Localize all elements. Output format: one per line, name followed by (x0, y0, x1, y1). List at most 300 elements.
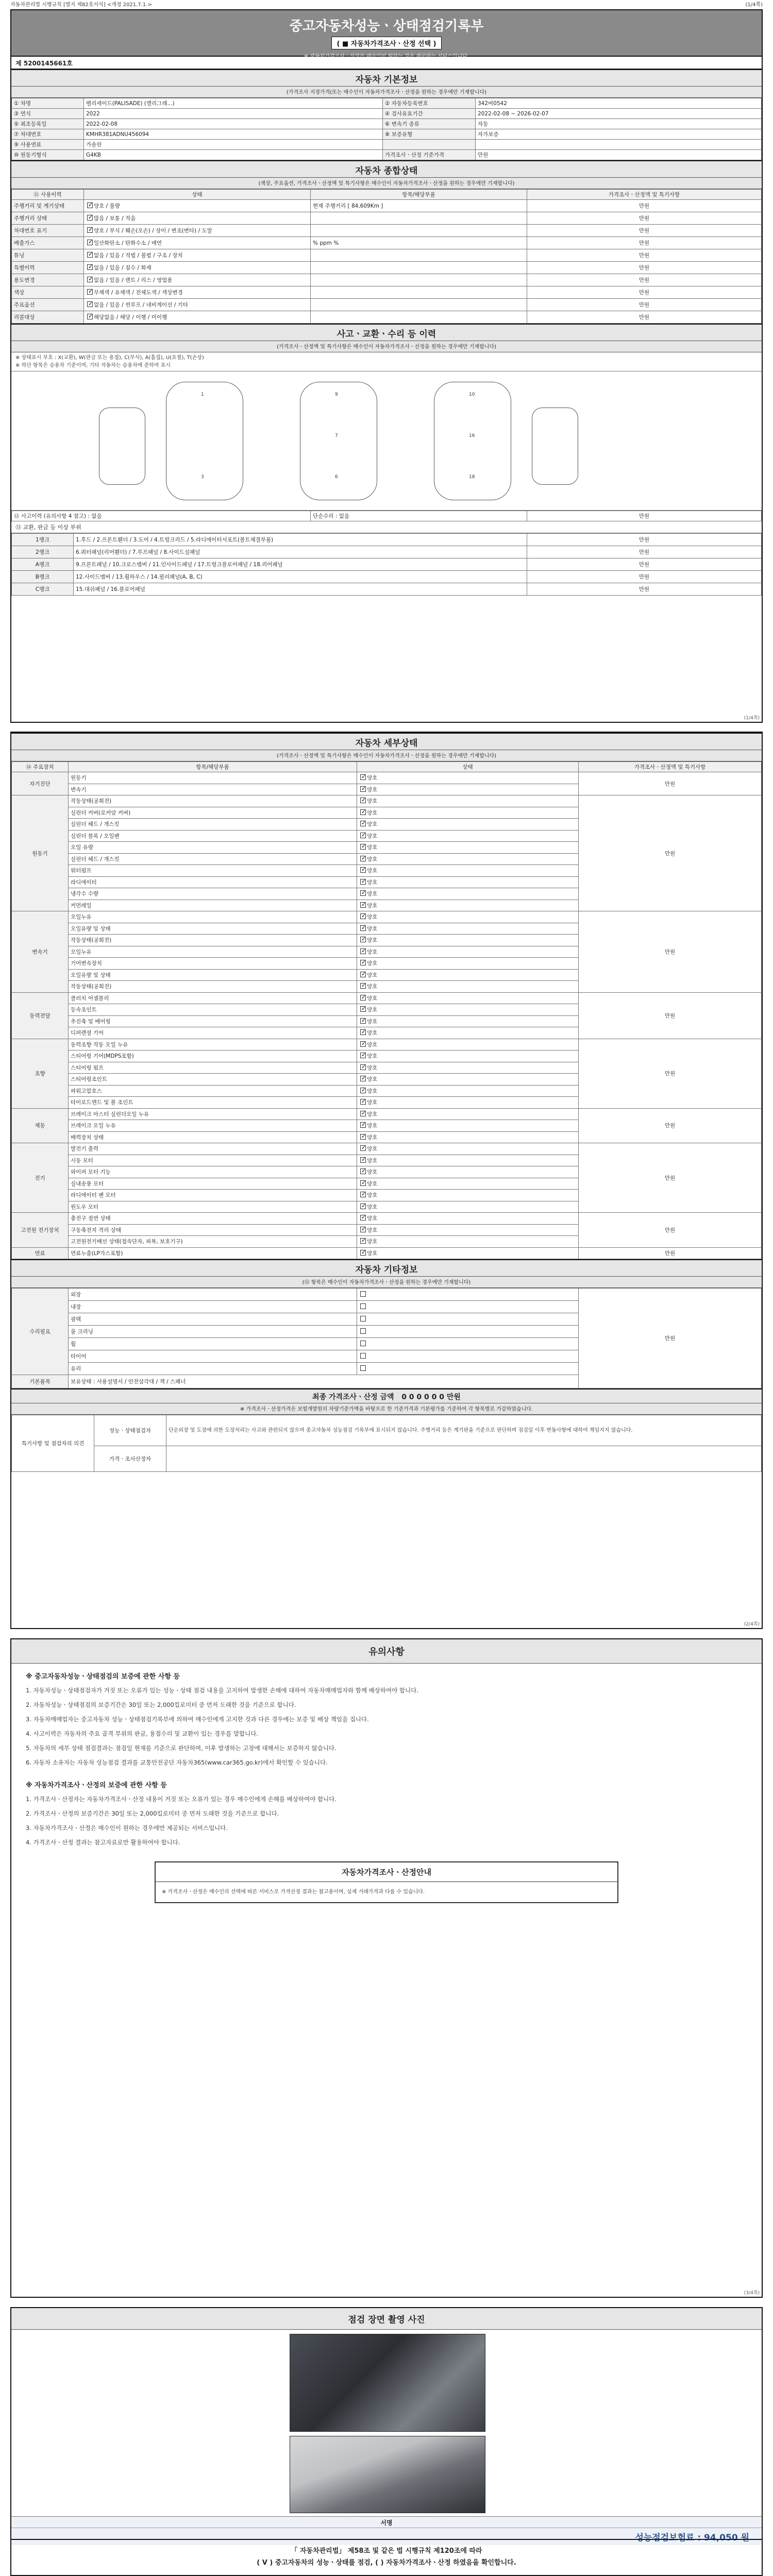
basic-info-key: ⑩ 원동기형식 (12, 150, 84, 160)
detail-status-table (11, 761, 762, 1259)
detail-item: 작동상태(공회전) (69, 981, 357, 993)
detail-row (12, 1108, 762, 1120)
checkbox-icon[interactable] (360, 774, 366, 780)
checkbox-icon[interactable] (360, 1006, 366, 1012)
basic-info-key: ⑦ 차대번호 (12, 129, 84, 140)
signature-label: 서명 (11, 2517, 762, 2528)
detail-item: 커먼레일 (69, 900, 357, 911)
remarks-table (11, 1415, 762, 1472)
detail-state (357, 1097, 579, 1109)
overall-state (84, 311, 311, 324)
detail-state (357, 795, 579, 807)
overall-state (84, 237, 311, 249)
detail-state-text: 양호 (367, 879, 378, 886)
overall-state (84, 274, 311, 286)
detail-price: 만원 (579, 1039, 762, 1108)
detail-item: 고전원전기배선 상태(접속단자, 피복, 보호기구) (69, 1236, 357, 1248)
detail-item: 라디에이터 (69, 876, 357, 888)
detail-state-text: 양호 (367, 1076, 378, 1083)
basic-info-row (12, 119, 762, 129)
basic-info-key: ⑥ 변속기 종류 (383, 119, 476, 129)
document-subtitle: ( ■ 자동차가격조사ㆍ산정 선택 ) (331, 37, 442, 49)
final-price-amount: 0 0 0 0 0 0 만원 (401, 1393, 461, 1401)
insurance-fee-label: 성능점검보험료 : (635, 2533, 701, 2543)
checkbox-icon[interactable] (360, 972, 366, 977)
form-reference-line (10, 0, 763, 9)
damage-rank-items: 15.대쉬패널 / 16.플로어패널 (74, 583, 527, 596)
accident-summary-table (11, 511, 762, 521)
detail-row (12, 911, 762, 923)
detail-state-text: 양호 (367, 925, 378, 932)
confirmation-line-2: ( V ) 중고자동차의 성능ㆍ상태를 점검, ( ) 자동차가격조사ㆍ산정 하였음을 확인합니다. (257, 2559, 516, 2567)
detail-item: 시동 모터 (69, 1155, 357, 1166)
inspection-photo-front (290, 2334, 485, 2432)
detail-state (357, 1062, 579, 1074)
accident-history-title: 사고ㆍ교환ㆍ수리 등 이력 (11, 324, 762, 341)
checkbox-icon[interactable] (360, 1328, 366, 1334)
checkbox-icon[interactable] (87, 314, 93, 319)
overall-state-text: 양호 / 부식 / 훼손(오손) / 상이 / 변조(변타) / 도말 (94, 228, 212, 234)
checkbox-icon[interactable] (360, 798, 366, 803)
other-state (357, 1338, 579, 1350)
detail-row (12, 795, 762, 807)
checkbox-icon[interactable] (360, 1353, 366, 1359)
detail-state (357, 830, 579, 842)
detail-state-text: 양호 (367, 809, 378, 816)
overall-price: 만원 (527, 249, 762, 262)
detail-state (357, 1166, 579, 1178)
detail-state (357, 819, 579, 831)
detail-item: 스티어링 기어(MDPS포함) (69, 1050, 357, 1062)
detail-state-text: 양호 (367, 856, 378, 862)
basic-info-row (12, 98, 762, 109)
overall-state-text: 양호 / 불량 (94, 203, 120, 209)
detail-item: 작동상태(공회전) (69, 935, 357, 946)
damage-rank-row (12, 558, 762, 571)
overall-price: 만원 (527, 311, 762, 324)
vehicle-damage-diagram: 1 9 7 10 16 3 6 18 (11, 371, 762, 511)
checkbox-icon[interactable] (360, 1365, 366, 1371)
basic-info-table (11, 98, 762, 160)
detail-item: 변속기 (69, 784, 357, 795)
checkbox-icon[interactable] (360, 1192, 366, 1197)
overall-row (12, 262, 762, 274)
checkbox-icon[interactable] (360, 809, 366, 815)
simple-repair: 단순수리 : 없음 (311, 511, 527, 521)
detail-row (12, 992, 762, 1004)
detail-state-text: 양호 (367, 1030, 378, 1037)
damaged-parts-title: ⑬ 교환, 판금 등 이상 부위 (11, 521, 762, 533)
detail-state-text: 양호 (367, 1239, 378, 1245)
other-item: 외장 (69, 1289, 357, 1301)
other-item: 광택 (69, 1313, 357, 1326)
checkbox-icon[interactable] (360, 867, 366, 873)
overall-row (12, 274, 762, 286)
other-price: 만원 (579, 1289, 762, 1388)
checkbox-icon[interactable] (360, 890, 366, 896)
checkbox-icon[interactable] (87, 277, 93, 282)
detail-row (12, 1247, 762, 1259)
checkbox-icon[interactable] (360, 948, 366, 954)
detail-price: 만원 (579, 772, 762, 795)
detail-item: 기어변속장치 (69, 958, 357, 970)
detail-state-text: 양호 (367, 1018, 378, 1025)
inspector-remark-label: 성능ㆍ상태점검자 (94, 1415, 166, 1446)
detail-state (357, 807, 579, 819)
detail-state (357, 865, 579, 877)
basic-info-key: ⑨ 사용연료 (12, 140, 84, 150)
detail-item: 실린더 커버(로커암 커버) (69, 807, 357, 819)
basic-info-value (476, 140, 762, 150)
overall-state-text: 무채색 / 유채색 / 전체도색 / 색상변경 (94, 290, 183, 296)
detail-state-text: 양호 (367, 798, 378, 805)
overall-state-text: 일산화탄소 / 탄화수소 / 매연 (94, 240, 162, 246)
notice-item: 2. 자동차성능ㆍ상태점검의 보증기간은 30일 또는 2,000킬로미터 중 먼저 도래한 것을 기준으로 합니다. (26, 1701, 296, 1708)
overall-row (12, 200, 762, 212)
detail-state (357, 853, 579, 865)
detail-state-text: 양호 (367, 1204, 378, 1210)
overall-state-text: 없음 / 있음 / 침수 / 화재 (94, 265, 152, 271)
detail-status-title: 자동차 세부상태 (11, 733, 762, 750)
checkbox-icon[interactable] (360, 1145, 366, 1151)
detail-item: 동력조향 작동 오일 누유 (69, 1039, 357, 1050)
damage-rank-label: 1랭크 (12, 534, 74, 546)
notice-item: 5. 자동차의 세부 상태 점검결과는 점검일 현재를 기준으로 판단하며, 이후 발생하는 고장에 대해서는 보증하지 않습니다. (26, 1744, 337, 1752)
damage-rank-price: 만원 (527, 546, 762, 558)
checkbox-icon[interactable] (87, 215, 93, 221)
detail-item: 윈도우 모터 (69, 1201, 357, 1213)
basic-info-value: 2022 (84, 109, 383, 119)
checkbox-icon[interactable] (360, 937, 366, 942)
checkbox-icon[interactable] (360, 1111, 366, 1116)
detail-state (357, 911, 579, 923)
overall-col-header: 가격조사ㆍ산정액 및 특기사항 (527, 190, 762, 200)
detail-state-text: 양호 (367, 1064, 378, 1071)
detail-row (12, 772, 762, 784)
overall-status-note: (색상, 주요옵션, 가격조사ㆍ산정액 및 특기사항은 매수인이 자동차가격조사ㆍ산정을 원하는 경우에만 기재합니다) (11, 178, 762, 189)
checkbox-icon[interactable] (87, 301, 93, 307)
detail-group-name: 변속기 (12, 911, 69, 993)
detail-col-header: ⑭ 주요장치 (12, 762, 69, 772)
checkbox-icon[interactable] (360, 786, 366, 792)
checkbox-icon[interactable] (360, 1053, 366, 1058)
detail-state (357, 1143, 579, 1155)
detail-state-text: 양호 (367, 1123, 378, 1129)
basic-info-value: 2022-02-08 (84, 119, 383, 129)
checkbox-icon[interactable] (360, 1029, 366, 1035)
detail-state-text: 양호 (367, 775, 378, 782)
checkbox-icon[interactable] (360, 1180, 366, 1186)
detail-state (357, 1247, 579, 1259)
overall-state (84, 200, 311, 212)
damage-rank-row (12, 546, 762, 558)
checkbox-icon[interactable] (360, 1303, 366, 1309)
detail-item: 원동기 (69, 772, 357, 784)
overall-row (12, 286, 762, 299)
detail-group-name: 자기진단 (12, 772, 69, 795)
accident-history: ⑫ 사고이력 (유의사항 4 참고) : 없음 (12, 511, 311, 521)
detail-col-header: 항목/해당부품 (69, 762, 357, 772)
overall-row (12, 311, 762, 324)
checkbox-icon[interactable] (360, 821, 366, 826)
checkbox-icon[interactable] (360, 1291, 366, 1297)
detail-item: 브레이크 오일 누유 (69, 1120, 357, 1132)
page-indicator: (1/4쪽) (745, 2, 763, 8)
detail-col-header: 상태 (357, 762, 579, 772)
detail-state (357, 981, 579, 993)
detail-group-name: 동력전달 (12, 992, 69, 1039)
basic-info-key: ③ 연식 (12, 109, 84, 119)
detail-state (357, 900, 579, 911)
detail-item: 구동축전지 격리 상태 (69, 1224, 357, 1236)
detail-group-name: 제동 (12, 1108, 69, 1143)
notice-item: 1. 자동차성능ㆍ상태점검자가 거짓 또는 오류가 있는 성능ㆍ상태 점검 내용을 고지하여 발생한 손해에 대하여 자동차매매업자와 함께 배상하여야 합니다. (26, 1687, 418, 1694)
detail-group-name: 연료 (12, 1247, 69, 1259)
detail-item: 냉각수 수량 (69, 888, 357, 900)
document-header (11, 10, 762, 57)
basic-info-key: ⑧ 보증유형 (383, 129, 476, 140)
other-state (357, 1313, 579, 1326)
overall-row (12, 237, 762, 249)
inspector-remark: 단순외장 및 도장에 의한 도장처리는 사고와 관련되지 않으며 중고자동차 성능점검 기록부에 표시되지 않습니다. 주행거리 등은 계기판을 기준으로 판단하며 점검일 이후 변동사항에 대하여 책임지지 않습니다. (166, 1415, 762, 1446)
car-top-outline (300, 382, 377, 500)
other-state (357, 1326, 579, 1338)
accident-legend: ※ 상태표시 부호 : X(교환), W(판금 또는 용접), C(부식), A(흠집), U(요철), T(손상) (15, 355, 204, 361)
detail-item: 오일누유 (69, 911, 357, 923)
detail-state (357, 1039, 579, 1050)
detail-state (357, 992, 579, 1004)
damage-rank-price: 만원 (527, 558, 762, 571)
detail-item: 배력장치 상태 (69, 1131, 357, 1143)
damage-rank-row (12, 583, 762, 596)
detail-item: 파워고압호스 (69, 1085, 357, 1097)
page-two (10, 732, 763, 1629)
overall-state-text: 많음 / 보통 / 적음 (94, 215, 136, 222)
page-number-1: (1/4쪽) (744, 716, 760, 721)
checkbox-icon[interactable] (360, 983, 366, 989)
detail-state-text: 양호 (367, 1134, 378, 1141)
checkbox-icon[interactable] (360, 1204, 366, 1209)
detail-state-text: 양호 (367, 833, 378, 839)
overall-row (12, 212, 762, 225)
detail-state (357, 969, 579, 981)
detail-row (12, 1213, 762, 1225)
checkbox-icon[interactable] (360, 925, 366, 931)
detail-state (357, 1131, 579, 1143)
detail-state-text: 양호 (367, 868, 378, 874)
detail-state (357, 1213, 579, 1225)
checkbox-icon[interactable] (360, 995, 366, 1001)
detail-price: 만원 (579, 1143, 762, 1213)
detail-state (357, 935, 579, 946)
detail-item: 실내송풍 모터 (69, 1178, 357, 1190)
checkbox-icon[interactable] (360, 1122, 366, 1128)
checkbox-icon[interactable] (360, 1157, 366, 1163)
detail-group-name: 고전원 전기장치 (12, 1213, 69, 1248)
checkbox-icon[interactable] (360, 960, 366, 965)
basic-info-value: KMHR381ADNU456094 (84, 129, 383, 140)
checkbox-icon[interactable] (360, 879, 366, 885)
detail-state-text: 양호 (367, 937, 378, 944)
final-price-note: ※ 가격조사ㆍ산정가격은 보험개발원의 차량기준가액을 바탕으로 한 기준가격과 기본평가를 기준하여 각 항목별로 가감하였습니다. (11, 1403, 762, 1415)
basic-info-value: G4KB (84, 150, 383, 160)
checkbox-icon[interactable] (360, 1238, 366, 1244)
overall-item: 색상 (12, 286, 84, 299)
detail-state (357, 1155, 579, 1166)
document-number: 제 5200145661호 (11, 57, 762, 69)
basic-info-key (383, 140, 476, 150)
detail-item: 등속조인트 (69, 1004, 357, 1016)
damage-rank-label: 2랭크 (12, 546, 74, 558)
overall-price: 만원 (527, 286, 762, 299)
checkbox-icon[interactable] (360, 1099, 366, 1105)
notice-list-2 (26, 1794, 747, 1847)
checkbox-icon[interactable] (87, 202, 93, 208)
detail-status-note: (가격조사ㆍ산정액 및 특기사항은 매수인이 자동차가격조사ㆍ산정을 원하는 경우에만 기재합니다) (11, 750, 762, 761)
detail-price: 만원 (579, 795, 762, 911)
final-price-title (11, 1388, 762, 1403)
detail-item: 디퍼렌셜 기어 (69, 1027, 357, 1039)
checkbox-icon[interactable] (360, 1064, 366, 1070)
detail-state (357, 1236, 579, 1248)
overall-detail: % ppm % (311, 237, 527, 249)
overall-state (84, 299, 311, 311)
appraisal-guide-box (155, 1861, 618, 1903)
detail-item: 실린더 헤드 / 개스킷 (69, 853, 357, 865)
detail-state (357, 1224, 579, 1236)
overall-state (84, 249, 311, 262)
basic-info-value: 2022-02-08 ~ 2026-02-07 (476, 109, 762, 119)
checkbox-icon[interactable] (360, 1250, 366, 1256)
confirmation-footer (11, 2539, 762, 2575)
checkbox-icon[interactable] (360, 1076, 366, 1081)
detail-item: 스티어링 펌프 (69, 1062, 357, 1074)
notice-list-1 (26, 1686, 747, 1767)
detail-item: 오일유량 및 상태 (69, 923, 357, 935)
overall-detail (311, 262, 527, 274)
detail-state-text: 양호 (367, 995, 378, 1002)
checkbox-icon[interactable] (87, 252, 93, 258)
detail-row (12, 1039, 762, 1050)
overall-item: 주행거리 및 계기상태 (12, 200, 84, 212)
page-three (10, 1638, 763, 2298)
checkbox-icon[interactable] (87, 227, 93, 233)
notice-item: 1. 가격조사ㆍ산정자는 자동차가격조사ㆍ산정 내용이 거짓 또는 오류가 있는 경우 매수인에게 손해를 배상하여야 합니다. (26, 1795, 337, 1803)
detail-item: 추진축 및 베어링 (69, 1015, 357, 1027)
basic-items-value: 보유상태 : 사용설명서 / 안전삼각대 / 잭 / 스패너 (69, 1375, 579, 1388)
overall-state (84, 262, 311, 274)
accident-legend-2: ※ 하단 항목은 승용차 기준이며, 기타 자동차는 승용차에 준하여 표시 (15, 363, 171, 368)
checkbox-icon[interactable] (360, 844, 366, 850)
checkbox-icon[interactable] (360, 1341, 366, 1346)
checkbox-icon[interactable] (360, 902, 366, 908)
notice-item: 6. 자동차 소유자는 자동차 성능점검 결과를 교통안전공단 자동차365(www.car365.go.kr)에서 확인할 수 있습니다. (26, 1759, 328, 1766)
basic-info-row (12, 140, 762, 150)
car-rear-outline (434, 382, 511, 500)
detail-state (357, 888, 579, 900)
overall-item: 주요옵션 (12, 299, 84, 311)
overall-item: 주행거리 상태 (12, 212, 84, 225)
overall-col-header: 상태 (84, 190, 311, 200)
detail-state-text: 양호 (367, 1146, 378, 1153)
checkbox-icon[interactable] (360, 833, 366, 838)
detail-item: 워터펌프 (69, 865, 357, 877)
detail-state (357, 1027, 579, 1039)
overall-row (12, 225, 762, 237)
appraisal-guide-title: 자동차가격조사ㆍ산정안내 (156, 1862, 617, 1882)
photo-section-title: 점검 장면 촬영 사진 (11, 2308, 762, 2330)
basic-info-title: 자동차 기본정보 (11, 69, 762, 87)
detail-price: 만원 (579, 1247, 762, 1259)
detail-item: 클러치 어셈블리 (69, 992, 357, 1004)
other-info-note: (⑮ 항목은 매수인이 자동차가격조사ㆍ산정을 원하는 경우에만 기재합니다) (11, 1277, 762, 1288)
detail-item: 충전구 절연 상태 (69, 1213, 357, 1225)
detail-state (357, 923, 579, 935)
basic-info-note: (가격조사 지정가격(또는 매수인이 자동차가격조사ㆍ산정을 원하는 경우에만 기재합니다) (11, 87, 762, 98)
form-reference: 자동차관리법 시행규칙 [별지 제82호서식] <개정 2021.7.1.> (10, 2, 152, 8)
detail-state (357, 1074, 579, 1086)
document-title: 중고자동차성능ㆍ상태점검기록부 (289, 19, 484, 34)
insurance-fee-value: 94,050 원 (704, 2533, 749, 2543)
page-one (10, 9, 763, 723)
detail-state (357, 958, 579, 970)
other-item: 휠 (69, 1338, 357, 1350)
checkbox-icon[interactable] (87, 289, 93, 295)
detail-state (357, 1108, 579, 1120)
checkbox-icon[interactable] (360, 1041, 366, 1047)
car-front-outline (166, 382, 243, 500)
overall-detail (311, 311, 527, 324)
notice-item: 2. 가격조사ㆍ산정의 보증기간은 30일 또는 2,000킬로미터 중 먼저 도래한 것을 기준으로 합니다. (26, 1810, 279, 1817)
detail-item: 실린더 헤드 / 개스킷 (69, 819, 357, 831)
checkbox-icon[interactable] (360, 1168, 366, 1174)
detail-state (357, 1085, 579, 1097)
checkbox-icon[interactable] (360, 1018, 366, 1024)
basic-info-key: ⑤ 최초등록일 (12, 119, 84, 129)
checkbox-icon[interactable] (360, 1088, 366, 1093)
page-four (10, 2307, 763, 2576)
damage-rank-price: 만원 (527, 534, 762, 546)
detail-state-text: 양호 (367, 914, 378, 921)
overall-state-text: 해당없음 / 해당 / 이행 / 미이행 (94, 314, 167, 320)
damage-rank-row (12, 571, 762, 583)
checkbox-icon[interactable] (360, 1227, 366, 1232)
damage-rank-items: 1.후드 / 2.프론트휀더 / 3.도어 / 4.트렁크리드 / 5.라디에이터서포트(볼트체결부품) (74, 534, 527, 546)
checkbox-icon[interactable] (360, 913, 366, 919)
detail-item: 오일 유량 (69, 842, 357, 854)
notice-item: 3. 자동차매매업자는 중고자동차 성능ㆍ상태점검기록부에 의하여 매수인에게 고지한 것과 다른 경우에는 보증 및 배상 책임을 집니다. (26, 1716, 369, 1723)
page-number-3: (3/4쪽) (744, 2291, 760, 2296)
checkbox-icon[interactable] (360, 856, 366, 861)
basic-info-value: 펠리세이드(PALISADE) (캘리그래...) (84, 98, 383, 109)
damage-rank-label: B랭크 (12, 571, 74, 583)
overall-state (84, 225, 311, 237)
checkbox-icon[interactable] (87, 240, 93, 245)
checkbox-icon[interactable] (360, 1215, 366, 1221)
basic-info-value: 만원 (476, 150, 762, 160)
checkbox-icon[interactable] (360, 1134, 366, 1140)
detail-state (357, 1201, 579, 1213)
detail-state-text: 양호 (367, 948, 378, 955)
detail-item: 발전기 출력 (69, 1143, 357, 1155)
other-item: 타이어 (69, 1350, 357, 1363)
checkbox-icon[interactable] (87, 264, 93, 270)
other-info-table (11, 1288, 762, 1388)
damage-rank-items: 9.프론트패널 / 10.크로스멤버 / 11.인사이드패널 / 17.트렁크플로어패널 / 18.리어패널 (74, 558, 527, 571)
detail-state-text: 양호 (367, 1053, 378, 1060)
checkbox-icon[interactable] (360, 1316, 366, 1321)
detail-state (357, 1120, 579, 1132)
